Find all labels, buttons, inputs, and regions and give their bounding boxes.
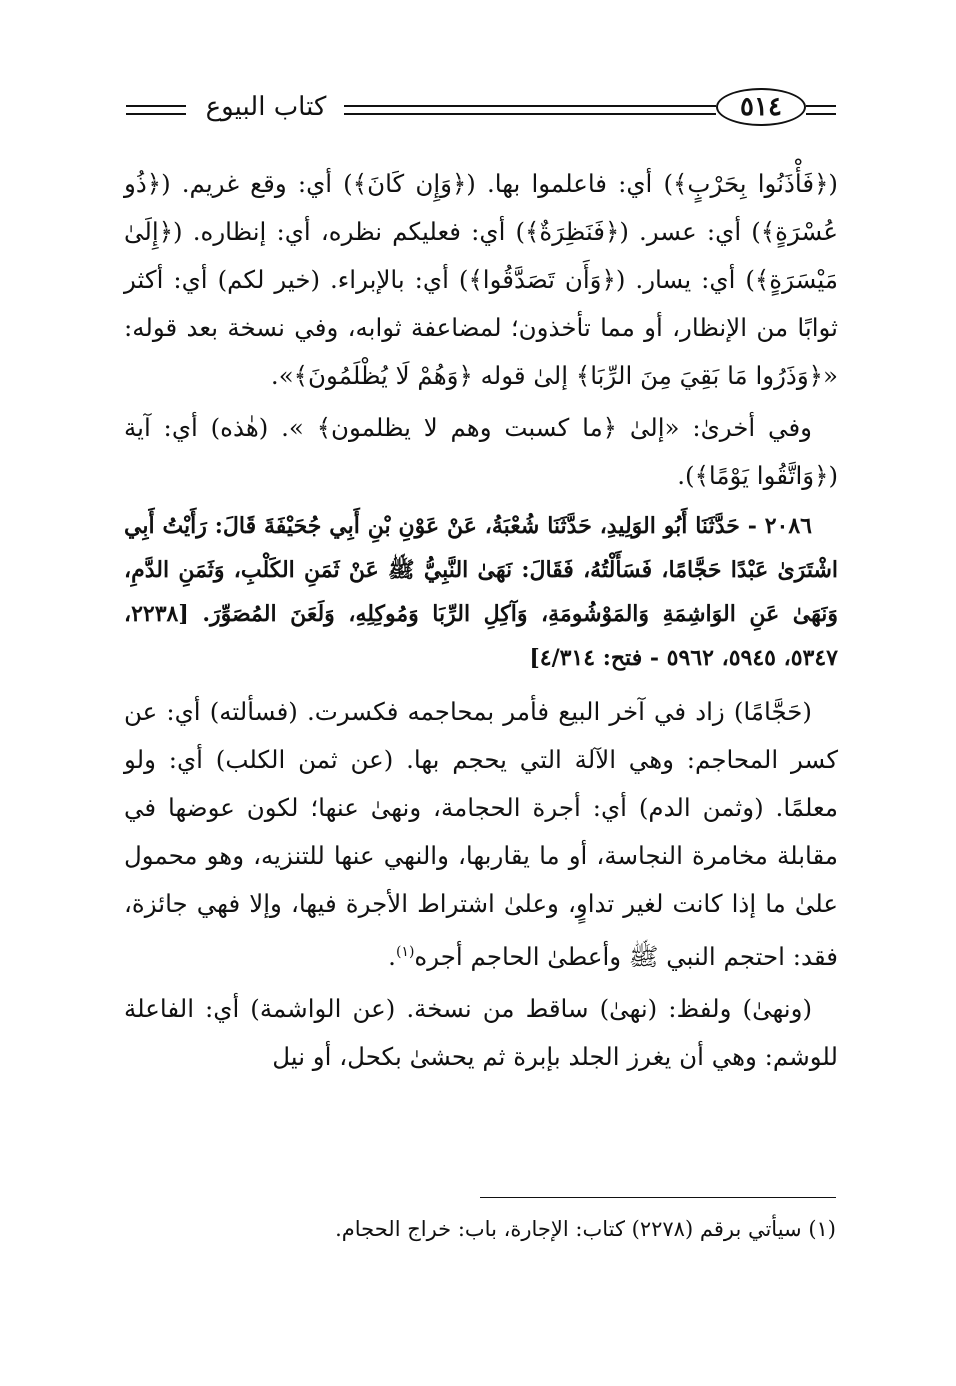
commentary-paragraph-3 xyxy=(124,688,838,981)
header-rule-right xyxy=(806,105,836,115)
commentary-paragraph-3-end: . xyxy=(388,942,396,972)
main-text xyxy=(124,160,838,1085)
footnote: (١) سيأتي برقم (٢٢٧٨) كتاب: الإجارة، باب: خراج الحجام. xyxy=(335,1217,836,1241)
footnote-reference: (١) xyxy=(395,944,415,960)
header-rule-middle xyxy=(344,105,716,115)
page-header xyxy=(126,88,836,132)
commentary-paragraph-3-text: (حَجَّامًا) زاد في آخر البيع فأمر بمحاجمه فكسرت. (فسألته) أي: عن كسر المحاجم: وهي الآلة التي يحجم بها. (عن ثمن الكلب) أي: ولو معلمًا. (وثمن الدم) أي: أجرة الحجامة، ونهىٰ عنها؛ لكون عوضها في مقابلة مخامرة النجاسة، أو ما يقاربها، والنهي عنها للتنزيه، وهو محمول علىٰ ما إذا كانت لغير تداوٍ، وعلىٰ اشتراط الأجرة فيها، وإلا فهي جائزة، فقد: احتجم النبي ﷺ وأعطىٰ الحاجم أجره xyxy=(124,697,838,972)
footnote-separator xyxy=(480,1197,836,1198)
commentary-paragraph-4: (ونهىٰ) ولفظ: (نهىٰ) ساقط من نسخة. (عن الواشمة) أي: الفاعلة للوشم: وهي أن يغرز الجلد بإبرة ثم يحشىٰ بكحل، أو نيل xyxy=(124,994,838,1072)
hadith-text: ٢٠٨٦ - حَدَّثَنَا أَبُو الوَلِيدِ، حَدَّثَنَا شُعْبَةُ، عَنْ عَوْنِ بْنِ أَبِي جُحَيْفَةَ قَالَ: رَأَيْتُ أَبِي اشْتَرَىٰ عَبْدًا حَجَّامًا، فَسَأَلْتُهُ، فَقَالَ: نَهَىٰ النَّبِيُّ ﷺ عَنْ ثَمَنِ الكَلْبِ، وَثَمَنِ الدَّمِ، وَنَهَىٰ عَنِ الوَاشِمَةِ وَالمَوْشُومَةِ، وَآكِلِ الرِّبَا وَمُوكِلِهِ، وَلَعَنَ المُصَوِّرَ. [٢٢٣٨، ٥٣٤٧، ٥٩٤٥، ٥٩٦٢ - فتح: ٤/٣١٤] xyxy=(124,513,838,671)
header-rule-left xyxy=(126,105,186,115)
book-title: كتاب البيوع xyxy=(205,92,327,122)
commentary-paragraph-1: (﴿فَأْذَنُوا بِحَرْبٍ﴾) أي: فاعلموا بها. (﴿وَإِن كَانَ﴾) أي: وقع غريم. (﴿ذُو عُسْرَةٍ﴾) أي: عسر. (﴿فَنَظِرَةٌ﴾) أي: فعليكم نظره، أي: إنظاره. (﴿إِلَىٰ مَيْسَرَةٍ﴾) أي: يسار. (﴿وَأَن تَصَدَّقُوا﴾) أي: بالإبراء. (خير لكم) أي: أكثر ثوابًا من الإنظار، أو مما تأخذون؛ لمضاعفة ثوابه، وفي نسخة بعد قوله: «﴿وَذَرُوا مَا بَقِيَ مِنَ الرِّبَا﴾ إلىٰ قوله ﴿وَهُمْ لَا يُظْلَمُونَ﴾». xyxy=(124,169,838,390)
commentary-paragraph-2: وفي أخرىٰ: «إلىٰ ﴿ما كسبت وهم لا يظلمون﴾ ». (هٰذه) أي: آية (﴿وَاتَّقُوا يَوْمًا﴾). xyxy=(124,413,838,490)
page-number: ٥١٤ xyxy=(716,88,806,126)
